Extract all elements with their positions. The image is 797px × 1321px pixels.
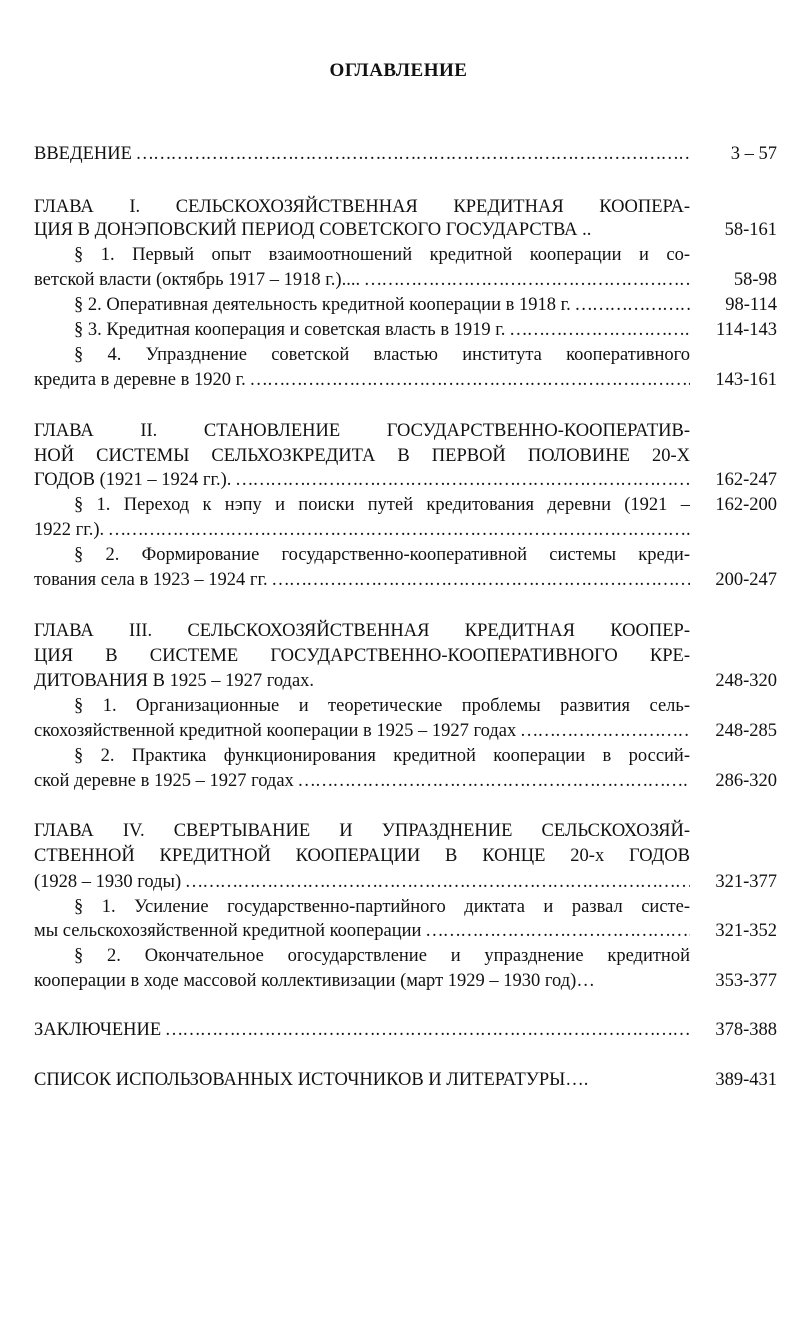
chapter-1-section-1-line-1[interactable]: § 1. Первый опыт взаимоотношений кредитной кооперации и со-: [74, 245, 690, 265]
page-number-chapter-3-section-1: 248-285: [715, 721, 777, 741]
chapter-2-section-2-line-1[interactable]: § 2. Формирование государственно-кооперативной системы креди-: [74, 545, 690, 565]
page-number-chapter-1-section-1: 58-98: [733, 270, 777, 290]
chapter-2-heading-line-2[interactable]: НОЙ СИСТЕМЫ СЕЛЬХОЗКРЕДИТА В ПЕРВОЙ ПОЛОВИНЕ 20-Х: [34, 446, 690, 466]
chapter-3-heading-line-1[interactable]: ГЛАВА III. СЕЛЬСКОХОЗЯЙСТВЕННАЯ КРЕДИТНАЯ КООПЕР-: [34, 621, 690, 641]
chapter-4-section-1-line-1[interactable]: § 1. Усиление государственно-партийного диктата и развал систе-: [74, 897, 690, 917]
chapter-3-section-1-line-2[interactable]: скохозяйственной кредитной кооперации в 1925 – 1927 годах ……………………………………………………………………………………………………………………………………: [34, 718, 690, 744]
chapter-1-section-2[interactable]: § 2. Оперативная деятельность кредитной кооперации в 1918 г. ……………………………………………………………………………………………………………………………………: [34, 292, 690, 318]
chapter-3-section-1-line-1[interactable]: § 1. Организационные и теоретические проблемы развития сель-: [74, 696, 690, 716]
page-title: ОГЛАВЛЕНИЕ: [329, 60, 468, 81]
page-number-chapter-1-section-4: 143-161: [715, 370, 777, 390]
page-number-chapter-4-section-1: 321-352: [715, 921, 777, 941]
page-number-chapter-2-section-2: 200-247: [715, 570, 777, 590]
chapter-4-heading-line-1[interactable]: ГЛАВА IV. СВЕРТЫВАНИЕ И УПРАЗДНЕНИЕ СЕЛЬСКОХОЗЯЙ-: [34, 821, 690, 841]
chapter-1-section-1-line-2[interactable]: ветской власти (октябрь 1917 – 1918 г.).... ……………………………………………………………………………………………………………………………………: [34, 267, 690, 293]
chapter-2-section-1-line-1[interactable]: § 1. Переход к нэпу и поиски путей кредитования деревни (1921 –: [74, 495, 690, 515]
page-number-introduction: 3 – 57: [730, 144, 777, 164]
page-number-chapter-4: 321-377: [715, 872, 777, 892]
page-number-chapter-2: 162-247: [715, 470, 777, 490]
chapter-4-section-2-line-2[interactable]: кооперации в ходе массовой коллективизации (март 1929 – 1930 год)…: [34, 971, 595, 991]
chapter-4-heading-line-2[interactable]: СТВЕННОЙ КРЕДИТНОЙ КООПЕРАЦИИ В КОНЦЕ 20-х ГОДОВ: [34, 846, 690, 866]
toc-entry-introduction[interactable]: ВВЕДЕНИЕ ……………………………………………………………………………………………………………………………………: [34, 141, 690, 167]
chapter-4-heading-line-3[interactable]: (1928 – 1930 годы) ……………………………………………………………………………………………………………………………………: [34, 869, 690, 895]
chapter-4-section-1-line-2[interactable]: мы сельскохозяйственной кредитной кооперации ……………………………………………………………………………………………………………………………………: [34, 918, 690, 944]
page-number-chapter-1-section-2: 98-114: [725, 295, 777, 315]
page-number-chapter-1: 58-161: [724, 220, 777, 240]
page-number-chapter-4-section-2: 353-377: [715, 971, 777, 991]
chapter-1-section-3[interactable]: § 3. Кредитная кооперация и советская власть в 1919 г. ……………………………………………………………………………………………………………………………………: [34, 317, 690, 343]
chapter-2-heading-line-1[interactable]: ГЛАВА II. СТАНОВЛЕНИЕ ГОСУДАРСТВЕННО-КООПЕРАТИВ-: [34, 421, 690, 441]
chapter-1-heading-line-2[interactable]: ЦИЯ В ДОНЭПОВСКИЙ ПЕРИОД СОВЕТСКОГО ГОСУДАРСТВА ..: [34, 220, 592, 240]
chapter-3-heading-line-3[interactable]: ДИТОВАНИЯ В 1925 – 1927 годах.: [34, 671, 315, 691]
chapter-2-heading-line-3[interactable]: ГОДОВ (1921 – 1924 гг.). ……………………………………………………………………………………………………………………………………: [34, 467, 690, 493]
page-number-sources: 389-431: [715, 1070, 777, 1090]
chapter-3-section-2-line-1[interactable]: § 2. Практика функционирования кредитной кооперации в россий-: [74, 746, 690, 766]
chapter-1-section-4-line-2[interactable]: кредита в деревне в 1920 г. ……………………………………………………………………………………………………………………………………: [34, 367, 690, 393]
chapter-2-section-1-line-2[interactable]: 1922 гг.). ……………………………………………………………………………………………………………………………………: [34, 517, 690, 543]
chapter-1-section-4-line-1[interactable]: § 4. Упразднение советской властью института кооперативного: [74, 345, 690, 365]
chapter-2-section-2-line-2[interactable]: тования села в 1923 – 1924 гг. ……………………………………………………………………………………………………………………………………: [34, 567, 690, 593]
toc-entry-conclusion[interactable]: ЗАКЛЮЧЕНИЕ ……………………………………………………………………………………………………………………………………: [34, 1017, 690, 1043]
page-number-chapter-2-section-1: 162-200: [715, 495, 777, 515]
page-number-chapter-1-section-3: 114-143: [716, 320, 777, 340]
chapter-4-section-2-line-1[interactable]: § 2. Окончательное огосударствление и упразднение кредитной: [74, 946, 690, 966]
chapter-3-heading-line-2[interactable]: ЦИЯ В СИСТЕМЕ ГОСУДАРСТВЕННО-КООПЕРАТИВНОГО КРЕ-: [34, 646, 690, 666]
page-number-chapter-3-section-2: 286-320: [715, 771, 777, 791]
page-number-conclusion: 378-388: [715, 1020, 777, 1040]
page-number-chapter-3: 248-320: [715, 671, 777, 691]
toc-entry-sources[interactable]: СПИСОК ИСПОЛЬЗОВАННЫХ ИСТОЧНИКОВ И ЛИТЕРАТУРЫ….: [34, 1070, 589, 1090]
chapter-3-section-2-line-2[interactable]: ской деревне в 1925 – 1927 годах ……………………………………………………………………………………………………………………………………: [34, 768, 690, 794]
chapter-1-heading-line-1[interactable]: ГЛАВА I. СЕЛЬСКОХОЗЯЙСТВЕННАЯ КРЕДИТНАЯ КООПЕРА-: [34, 197, 690, 217]
